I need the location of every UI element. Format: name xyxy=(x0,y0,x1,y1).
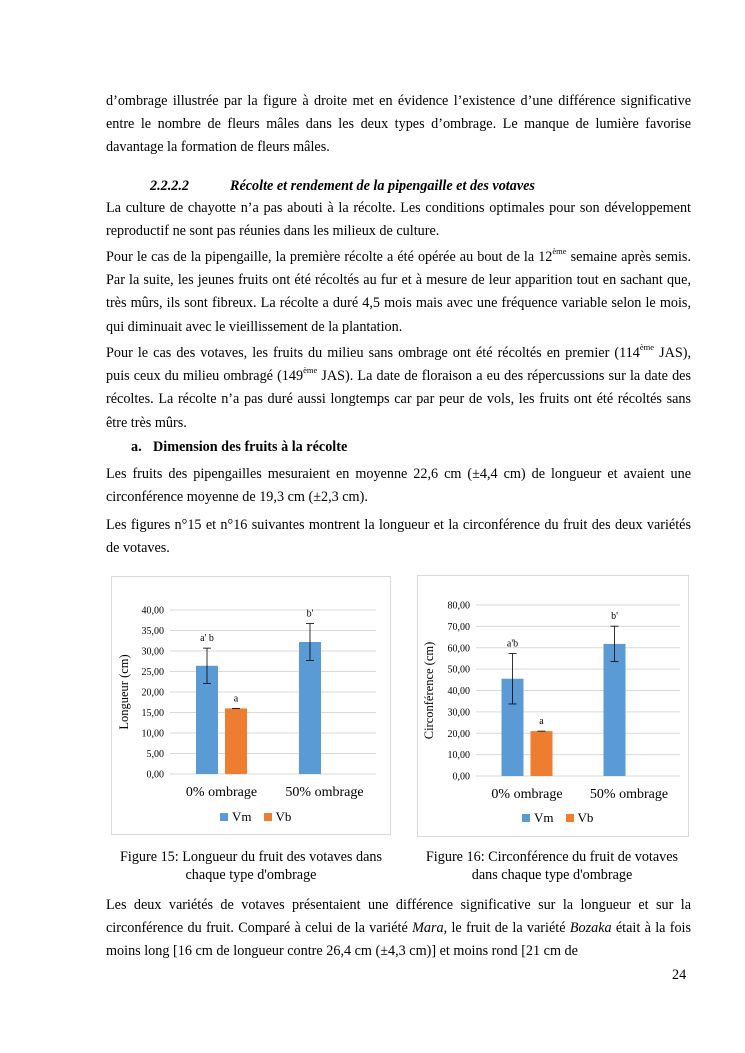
y-tick-label: 80,00 xyxy=(447,600,470,612)
figure-15-caption: Figure 15: Longueur du fruit des votaves dans chaque type d'ombrage xyxy=(119,849,383,883)
legend-item-vb xyxy=(264,809,292,825)
y-tick-label: 30,00 xyxy=(447,707,470,719)
chart-svg xyxy=(418,576,688,836)
y-tick-label: 20,00 xyxy=(141,687,164,699)
y-tick-label: 5,00 xyxy=(146,749,164,760)
y-axis-label: Longueur (cm) xyxy=(117,654,131,730)
figure-16-caption: Figure 16: Circonférence du fruit de votaves dans chaque type d'ombrage xyxy=(425,849,679,883)
paragraph-figures-intro: Les figures n°15 et n°16 suivantes montrent la longueur et la circonférence du fruit des deux variétés de votaves. xyxy=(106,517,691,557)
y-tick-label: 30,00 xyxy=(141,646,164,658)
y-tick-label: 40,00 xyxy=(447,686,470,697)
bar-vm xyxy=(604,644,626,776)
legend-label: Vm xyxy=(232,809,252,824)
legend-item-vb xyxy=(566,810,594,826)
legend-swatch-vb xyxy=(264,813,272,821)
subsection-letter: a. xyxy=(131,439,142,455)
y-tick-label: 25,00 xyxy=(141,667,164,678)
section-heading xyxy=(150,176,535,196)
paragraph-pipengaille xyxy=(106,246,691,339)
legend-label: Vb xyxy=(577,810,594,825)
text-span: le fruit de la variété xyxy=(447,920,570,937)
text-span: semaine après semis. Par la suite, les jeunes fruits ont été récoltés au fur et à mesure de leur apparition tout en sachant que, très mûrs, ils sont fibreux. La récolte a duré 4,5 mois mais avec une fréquence variable selon le mois, qui diminuait avec le vieillissement de la plantation. xyxy=(106,249,691,335)
paragraph-intro: d’ombrage illustrée par la figure à droite met en évidence l’existence d’une différence significative entre le nombre de fleurs mâles dans les deux types d’ombrage. Le manque de lumière favorise davantage la formation de fleurs mâles. xyxy=(106,93,691,156)
figure-15-chart xyxy=(111,576,391,835)
text-span: Les deux variétés de votaves présentaient une différence significative sur la longueur et sur la circonférence du fruit. Comparé à celui de la variété xyxy=(106,897,691,937)
legend-swatch-vm xyxy=(522,814,530,822)
legend-item-vm xyxy=(220,809,252,825)
paragraph-votaves xyxy=(106,342,691,435)
y-tick-label: 10,00 xyxy=(447,750,470,762)
paragraph-chayotte: La culture de chayotte n’a pas abouti à la récolte. Les conditions optimales pour son développement reproductif ne sont pas réunies dans les milieux de culture. xyxy=(106,200,691,240)
subsection-heading xyxy=(131,437,347,457)
significance-label: a'b xyxy=(506,638,519,650)
paragraph-dimensions: Les fruits des pipengailles mesuraient en moyenne 22,6 cm (±4,4 cm) de longueur et avaient une circonférence moyenne de 19,3 cm (±2,3 cm). xyxy=(106,466,691,506)
y-tick-label: 40,00 xyxy=(141,605,164,617)
chart-legend xyxy=(522,810,593,826)
y-axis-label: Circonférence (cm) xyxy=(422,641,436,740)
legend-swatch-vm xyxy=(220,813,228,821)
x-category-label: 50% ombrage xyxy=(285,785,364,800)
y-tick-label: 10,00 xyxy=(141,728,164,740)
superscript: ème xyxy=(303,365,318,376)
y-tick-label: 0,00 xyxy=(146,769,164,781)
bar-vb xyxy=(531,731,553,776)
y-tick-label: 60,00 xyxy=(447,643,470,655)
section-title: Récolte et rendement de la pipengaille et des votaves xyxy=(230,178,535,194)
variety-mara: Mara, xyxy=(412,920,448,937)
significance-label: b' xyxy=(306,608,314,620)
text-span: Pour le cas des votaves, les fruits du milieu sans ombrage ont été récoltés en premier (114 xyxy=(106,345,640,361)
text-span: JAS). La date de floraison a eu des répercussions sur la date des récoltes. La récolte n’a pas duré aussi longtemps car par peur de vols, les fruits ont été récoltés sans être très mûrs. xyxy=(106,368,691,431)
text-span: Pour le cas de la pipengaille, la première récolte a été opérée au bout de la 12 xyxy=(106,249,553,265)
legend-label: Vb xyxy=(275,809,292,824)
x-category-label: 0% ombrage xyxy=(185,785,258,800)
section-number: 2.2.2.2 xyxy=(150,178,190,194)
bar-vb xyxy=(225,708,247,774)
chart-legend xyxy=(220,809,291,825)
significance-label: a xyxy=(539,716,544,728)
superscript: ème xyxy=(552,246,567,256)
variety-bozaka: Bozaka xyxy=(569,920,612,937)
page-number: 24 xyxy=(672,967,687,983)
x-category-label: 50% ombrage xyxy=(589,787,669,802)
significance-label: a' b xyxy=(200,633,214,645)
figure-16-chart xyxy=(417,575,689,837)
y-tick-label: 15,00 xyxy=(141,708,164,719)
legend-label: Vm xyxy=(534,810,554,825)
paragraph-conclusion xyxy=(106,894,691,964)
legend-item-vm xyxy=(522,810,554,826)
y-tick-label: 35,00 xyxy=(141,626,164,637)
significance-label: a xyxy=(233,693,239,705)
chart-svg xyxy=(112,577,390,834)
legend-swatch-vb xyxy=(566,814,574,822)
y-tick-label: 20,00 xyxy=(447,728,470,740)
y-tick-label: 50,00 xyxy=(447,664,470,676)
subsection-title: Dimension des fruits à la récolte xyxy=(153,439,348,455)
y-tick-label: 0,00 xyxy=(452,771,470,783)
text-span: était à la fois moins long [16 cm de longueur contre 26,4 cm (±4,3 cm)] et moins rond [21 cm de xyxy=(106,920,692,960)
superscript: ème xyxy=(639,342,655,352)
x-category-label: 0% ombrage xyxy=(491,787,563,802)
text-span: JAS), puis ceux du milieu ombragé (149 xyxy=(106,345,692,385)
significance-label: b' xyxy=(611,611,618,623)
y-tick-label: 70,00 xyxy=(447,621,470,633)
bar-vm xyxy=(299,642,321,774)
